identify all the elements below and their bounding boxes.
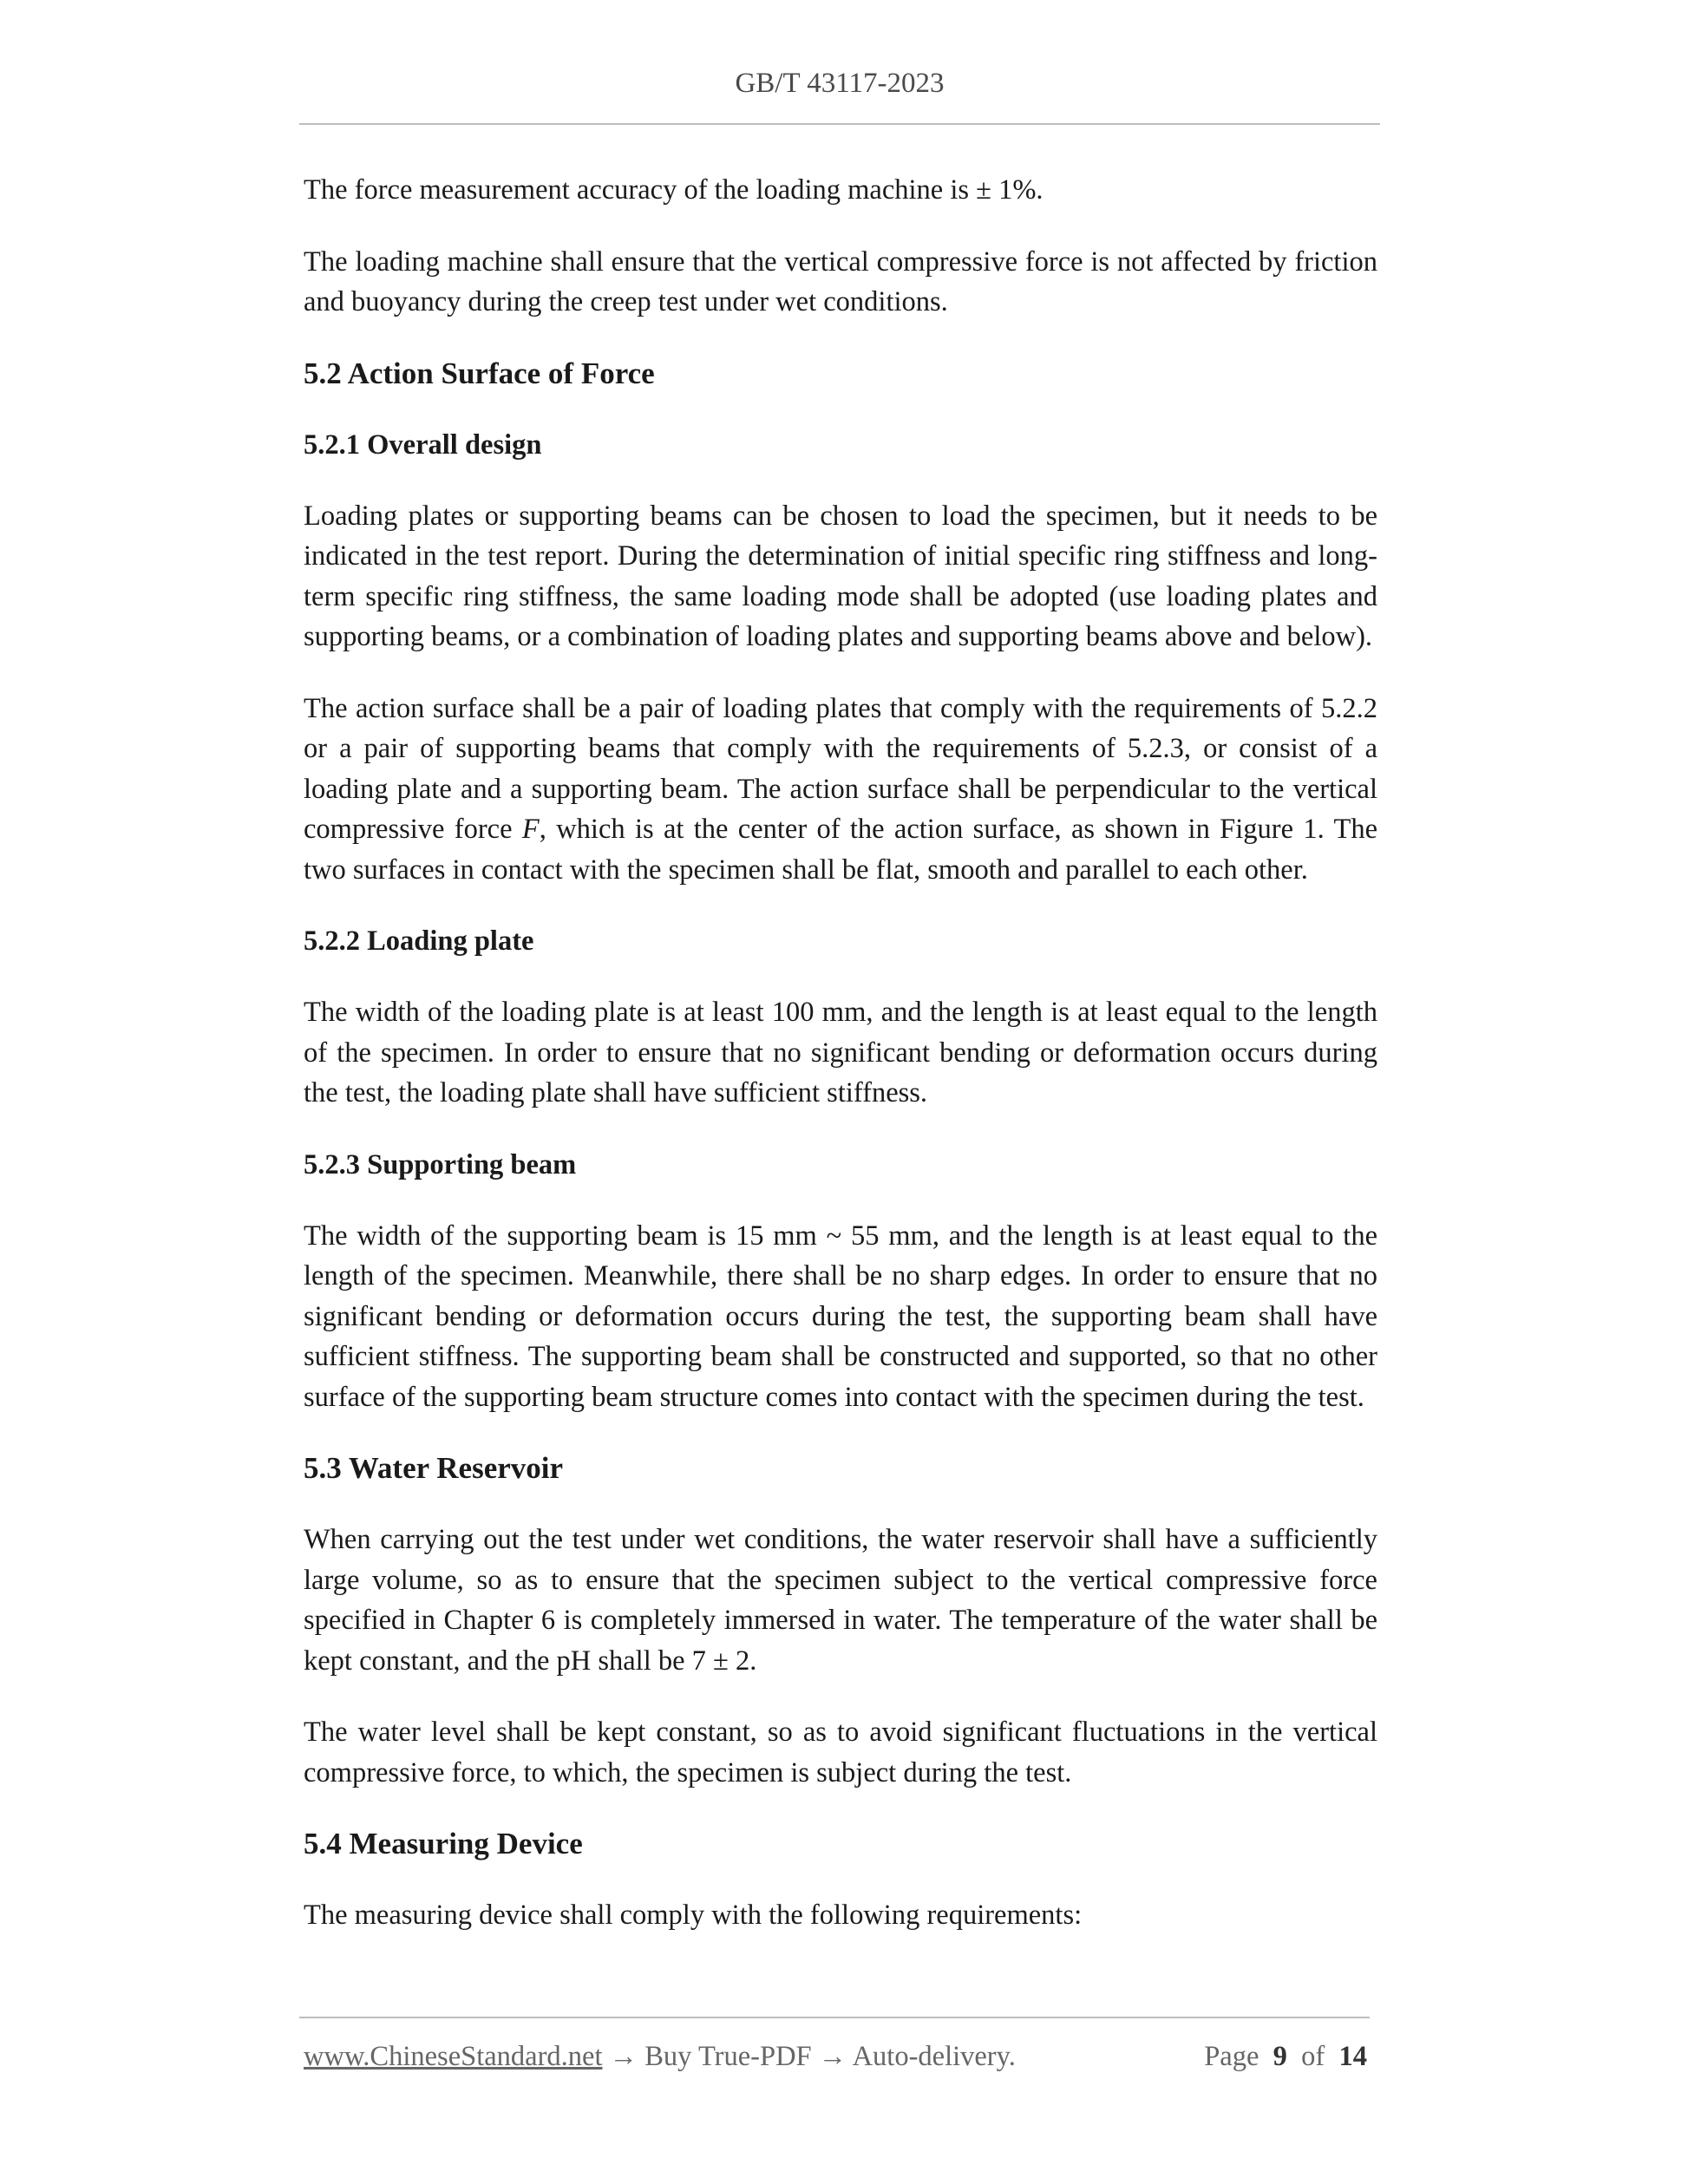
page-header-title: GB/T 43117-2023	[735, 68, 945, 99]
page-label: Page	[1204, 2041, 1259, 2072]
heading-5-3: 5.3 Water Reservoir	[304, 1451, 564, 1485]
action-surface-text-start: The action surface shall be a pair of loading plates that comply with the requirements of 5.2.2 or a pair of supporting beams that comply with the requirements of 5.2.3, or consist of a loading plate and a supporting beam. The action surface shall be perpendicular to the vertical compressive force	[304, 692, 1377, 845]
paragraph-action-surface	[304, 689, 1377, 891]
force-variable-f: F	[521, 814, 540, 845]
chinesestandard-link[interactable]: www.ChineseStandard.net	[304, 2041, 603, 2072]
document-body	[304, 170, 1377, 1967]
heading-5-2-3: 5.2.3 Supporting beam	[304, 1148, 577, 1180]
paragraph-friction-buoyancy: The loading machine shall ensure that the vertical compressive force is not affected by friction and buoyancy during the creep test under wet conditions.	[304, 245, 1377, 317]
current-page-number: 9	[1273, 2041, 1287, 2072]
footer-promo	[304, 2037, 1016, 2076]
header-divider	[299, 123, 1380, 125]
heading-5-2: 5.2 Action Surface of Force	[304, 356, 655, 390]
page-of-label: of	[1301, 2041, 1325, 2072]
total-pages-number: 14	[1338, 2041, 1367, 2072]
paragraph-supporting-beam: The width of the supporting beam is 15 mm ~ 55 mm, and the length is at least equal to the length of the specimen. Meanwhile, there shall be no sharp edges. In order to ensure that no significant bending or deformation occurs during the test, the supporting beam shall have sufficient stiffness. The supporting beam shall be constructed and supported, so that no other surface of the supporting beam structure comes into contact with the specimen during the test.	[304, 1220, 1377, 1413]
footer-promo-text: → Buy True-PDF → Auto-delivery.	[602, 2041, 1016, 2072]
heading-5-4: 5.4 Measuring Device	[304, 1827, 583, 1860]
heading-5-2-2: 5.2.2 Loading plate	[304, 925, 534, 957]
action-surface-text-end: , which is at the center of the action surface, as shown in Figure 1. The two surfaces in contact with the specimen shall be flat, smooth and parallel to each other.	[304, 814, 1377, 886]
paragraph-measuring-device: The measuring device shall comply with the following requirements:	[304, 1900, 1083, 1931]
paragraph-water-level: The water level shall be kept constant, so as to avoid significant fluctuations in the vertical compressive force, to which, the specimen is subject during the test.	[304, 1716, 1377, 1788]
paragraph-overall-design: Loading plates or supporting beams can be chosen to load the specimen, but it needs to be indicated in the test report. During the determination of initial specific ring stiffness and long-term specific ring stiffness, the same loading mode shall be adopted (use loading plates and supporting beams, or a combination of loading plates and supporting beams above and below).	[304, 500, 1377, 652]
page-indicator	[1204, 2037, 1367, 2076]
paragraph-loading-plate: The width of the loading plate is at least 100 mm, and the length is at least equal to the length of the specimen. In order to ensure that no significant bending or deformation occurs during the test, the loading plate shall have sufficient stiffness.	[304, 997, 1377, 1108]
paragraph-force-accuracy: The force measurement accuracy of the loading machine is ± 1%.	[304, 174, 1044, 206]
paragraph-water-reservoir: When carrying out the test under wet conditions, the water reservoir shall have a sufficiently large volume, so as to ensure that the specimen subject to the vertical compressive force specified in Chapter 6 is completely immersed in water. The temperature of the water shall be kept constant, and the pH shall be 7 ± 2.	[304, 1524, 1377, 1677]
footer-divider	[299, 2017, 1370, 2018]
heading-5-2-1: 5.2.1 Overall design	[304, 428, 542, 461]
